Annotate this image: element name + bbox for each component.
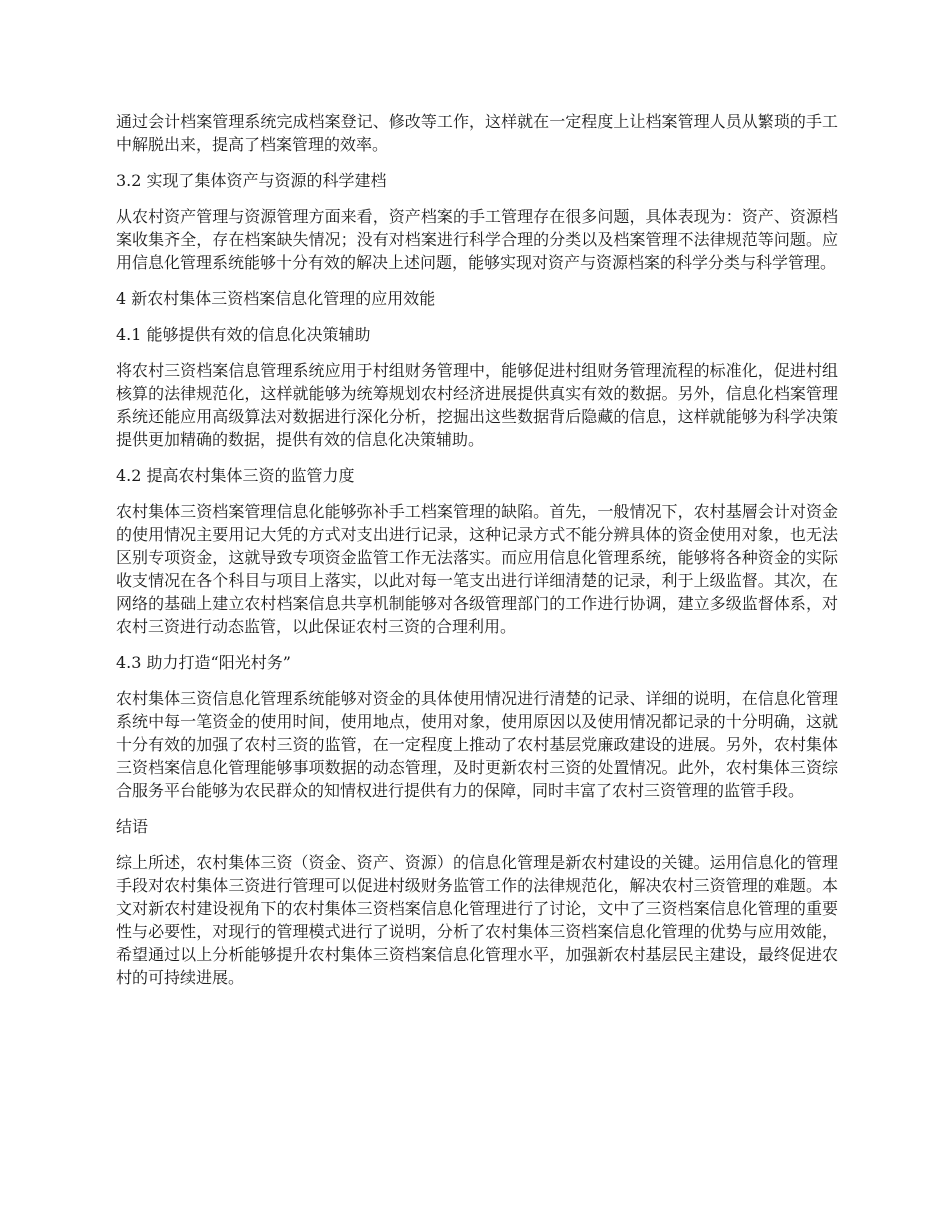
paragraph-asset-archives: 从农村资产管理与资源管理方面来看，资产档案的手工管理存在很多问题，具体表现为：资产、资源档案收集齐全，存在档案缺失情况；没有对档案进行科学合理的分类以及档案管理不法律规范等问题。应用信息化管理系统能够十分有效的解决上述问题，能够实现对资产与资源档案的科学分类与科学管理。 xyxy=(116,207,838,272)
section-heading-4-3: 4.3 助力打造“阳光村务” xyxy=(116,653,291,672)
document-page xyxy=(116,110,838,1002)
paragraph-sunshine-affairs: 农村集体三资信息化管理系统能够对资金的具体使用情况进行清楚的记录、详细的说明，在信息化管理系统中每一笔资金的使用时间，使用地点，使用对象，使用原因以及使用情况都记录的十分明确，这就十分有效的加强了农村三资的监管，在一定程度上推动了农村基层党廉政建设的进展。另外，农村集体三资档案信息化管理能够事项数据的动态管理，及时更新农村三资的处置情况。此外，农村集体三资综合服务平台能够为农民群众的知情权进行提供有力的保障，同时丰富了农村三资管理的监管手段。 xyxy=(116,689,838,800)
paragraph-archive-efficiency: 通过会计档案管理系统完成档案登记、修改等工作，这样就在一定程度上让档案管理人员从繁琐的手工中解脱出来，提高了档案管理的效率。 xyxy=(116,112,838,154)
section-heading-4: 4 新农村集体三资档案信息化管理的应用效能 xyxy=(116,289,436,308)
paragraph-decision-support: 将农村三资档案信息管理系统应用于村组财务管理中，能够促进村组财务管理流程的标准化，促进村组核算的法律规范化，这样就能够为统筹规划农村经济进展提供真实有效的数据。另外，信息化档案管理系统还能应用高级算法对数据进行深化分析，挖掘出这些数据背后隐藏的信息，这样就能够为科学决策提供更加精确的数据，提供有效的信息化决策辅助。 xyxy=(116,361,838,449)
paragraph-supervision: 农村集体三资档案管理信息化能够弥补手工档案管理的缺陷。首先，一般情况下，农村基層会计对资金的使用情况主要用记大凭的方式对支出进行记录，这种记录方式不能分辨具体的资金使用对象，也无法区别专项资金，这就导致专项资金监管工作无法落实。而应用信息化管理系统，能够将各种资金的实际收支情况在各个科目与项目上落实，以此对每一笔支出进行详细清楚的记录，利于上级监督。其次，在网络的基础上建立农村档案信息共享机制能够对各级管理部门的工作进行协调，建立多级监督体系，对农村三资进行动态监管，以此保证农村三资的合理利用。 xyxy=(116,502,838,636)
section-heading-4-2: 4.2 提高农村集体三资的监管力度 xyxy=(116,466,355,485)
section-heading-3-2: 3.2 实现了集体资产与资源的科学建档 xyxy=(116,171,387,190)
paragraph-conclusion: 综上所述，农村集体三资（资金、资产、资源）的信息化管理是新农村建设的关键。运用信息化的管理手段对农村集体三资进行管理可以促进村级财务监管工作的法律规范化，解决农村三资管理的难题。本文对新农村建设视角下的农村集体三资档案信息化管理进行了讨论，文中了三资档案信息化管理的重要性与必要性，对现行的管理模式进行了说明，分析了农村集体三资档案信息化管理的优势与应用效能，希望通过以上分析能够提升农村集体三资档案信息化管理水平，加强新农村基层民主建设，最终促进农村的可持续进展。 xyxy=(116,853,838,987)
section-heading-4-1: 4.1 能够提供有效的信息化决策辅助 xyxy=(116,325,371,344)
section-heading-conclusion: 结语 xyxy=(116,817,149,836)
